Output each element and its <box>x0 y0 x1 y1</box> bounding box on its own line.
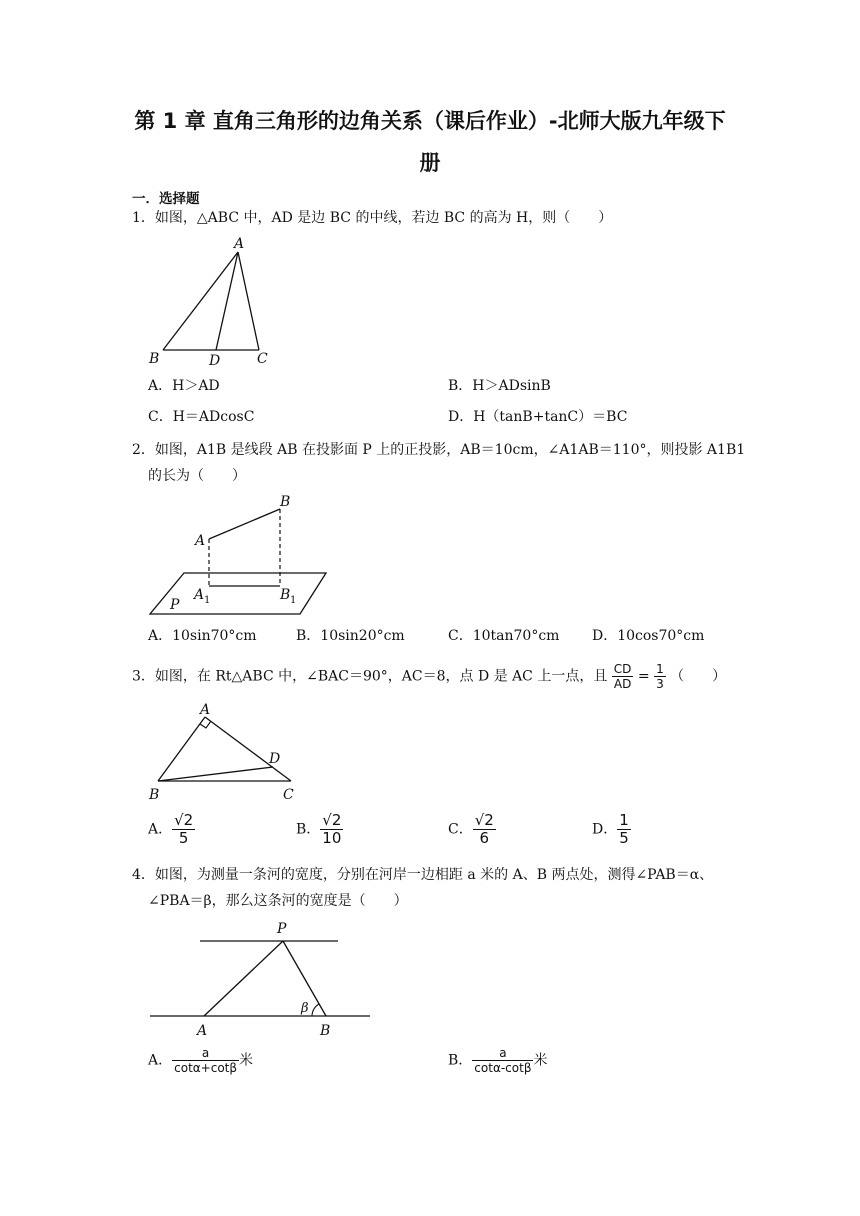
q4-segment-pa <box>204 941 283 1016</box>
q3-label-d: D <box>269 751 281 767</box>
q2-projection-figure <box>140 488 340 618</box>
title-line-2: 册 <box>419 151 441 175</box>
q1-triangle-figure <box>140 232 290 372</box>
q3-label-c: C <box>283 787 294 803</box>
q4-label-b: B <box>320 1023 331 1039</box>
q4-label-beta: β <box>301 1001 309 1016</box>
q2-label-a: A <box>195 533 206 549</box>
title-line-1: 第 1 章 直角三角形的边角关系（课后作业）-北师大版九年级下 <box>134 109 726 133</box>
q4-stem-line-2: ∠PBA＝β，那么这条河的宽度是（ ） <box>148 893 408 909</box>
q1-label-a: A <box>234 236 245 252</box>
q3-option-d: D． $\frac{1}{5}$ <box>592 811 629 847</box>
q4-angle-beta-arc <box>312 1004 319 1016</box>
q2-label-b1: B <box>280 587 291 603</box>
q3-right-triangle-figure <box>140 700 310 805</box>
q3-stem-tail: （ ） <box>670 668 727 685</box>
q3-option-a-denominator: 5 <box>172 829 195 847</box>
q2-label-a1: A <box>194 587 205 603</box>
q2-segment-ab <box>209 509 280 539</box>
q3-segment-bd <box>158 767 273 781</box>
q3-stem <box>132 662 726 691</box>
q4-option-b-denominator: cotα-cotβ <box>474 1061 532 1075</box>
q3-option-c-numerator: √2 <box>474 811 494 829</box>
q1-label-d: D <box>209 353 221 369</box>
q3-stem-text: 3．如图，在 Rt△ABC 中，∠BAC＝90°，AC＝8，点 D 是 AC 上一点，且 <box>132 668 608 685</box>
q1-label-c: C <box>257 351 268 367</box>
q4-label-a: A <box>197 1023 208 1039</box>
q4-option-b: B． $\frac{a}{\cot\alpha-\cot\beta}$ 米 <box>448 1046 548 1075</box>
q4-option-a-numerator: a <box>201 1046 210 1060</box>
q1-option-b: B．H＞ADsinB <box>448 378 551 394</box>
q3-option-c: C． $\frac{√2}{6}$ <box>448 811 494 847</box>
q4-option-b-unit: 米 <box>533 1052 548 1069</box>
q2-label-b: B <box>280 494 291 510</box>
q2-option-a: A．10sin70°cm <box>148 628 257 644</box>
q2-option-c: C．10tan70°cm <box>448 628 560 644</box>
q3-rhs-denominator: 3 <box>656 677 664 691</box>
q2-label-a1-subscript: 1 <box>204 595 211 606</box>
q4-river-figure <box>140 915 380 1040</box>
q1-option-d: D．H（tanB+tanC）＝BC <box>448 409 628 425</box>
q4-option-b-numerator: a <box>499 1046 507 1060</box>
q3-option-d-numerator: 1 <box>619 811 629 829</box>
q3-label-b: B <box>149 787 160 803</box>
q4-option-a-denominator: cotα+cotβ <box>174 1061 238 1075</box>
q2-label-p: P <box>170 597 180 613</box>
q1-stem: 1．如图，△ABC 中，AD 是边 BC 的中线，若边 BC 的高为 H，则（ ） <box>132 210 613 226</box>
q3-option-a: A． $\frac{√2}{5}$ <box>148 811 194 847</box>
q2-option-b: B．10sin20°cm <box>296 628 405 644</box>
q1-option-a: A．H＞AD <box>148 378 220 394</box>
q3-label-a: A <box>200 702 211 718</box>
q4-option-a-unit: 米 <box>239 1052 254 1069</box>
q4-label-p: P <box>277 921 287 937</box>
q3-equals-sign: = <box>637 668 650 685</box>
q3-rhs-numerator: 1 <box>656 662 664 676</box>
q3-option-a-numerator: √2 <box>174 811 194 829</box>
q2-stem-line-2: 的长为（ ） <box>148 468 246 484</box>
q3-segment-ab <box>158 717 205 781</box>
q3-option-d-denominator: 5 <box>619 829 629 847</box>
q3-option-b-denominator: 10 <box>320 829 343 847</box>
q2-option-d: D．10cos70°cm <box>592 628 705 644</box>
q1-segment-ac <box>238 252 259 350</box>
q3-rhs-fraction <box>654 662 666 691</box>
q2-label-b1-subscript: 1 <box>290 595 297 606</box>
q3-ratio-denominator: AD <box>612 676 634 691</box>
q3-option-b: B． $\frac{√2}{10}$ <box>296 811 342 847</box>
q3-option-c-denominator: 6 <box>473 829 496 847</box>
q1-option-c: C．H＝ADcosC <box>148 409 255 425</box>
q2-stem-line-1: 2．如图，A1B 是线段 AB 在投影面 P 上的正投影，AB＝10cm，∠A1AB＝110°，则投影 A1B1 <box>132 442 746 458</box>
q4-stem-line-1: 4．如图，为测量一条河的宽度，分别在河岸一边相距 a 米的 A、B 两点处，测得∠PAB＝α、 <box>132 867 714 883</box>
q1-label-b: B <box>149 351 160 367</box>
q3-segment-ac <box>205 717 291 781</box>
q4-option-a: A． $\frac{a}{\cot\alpha+\cot\beta}$ 米 <box>148 1046 254 1075</box>
q3-ratio-fraction <box>612 662 634 691</box>
document-title <box>100 100 760 184</box>
q3-ratio-numerator: CD <box>613 662 632 676</box>
section-heading: 一．选择题 <box>132 191 200 207</box>
q3-option-b-numerator: √2 <box>322 811 342 829</box>
